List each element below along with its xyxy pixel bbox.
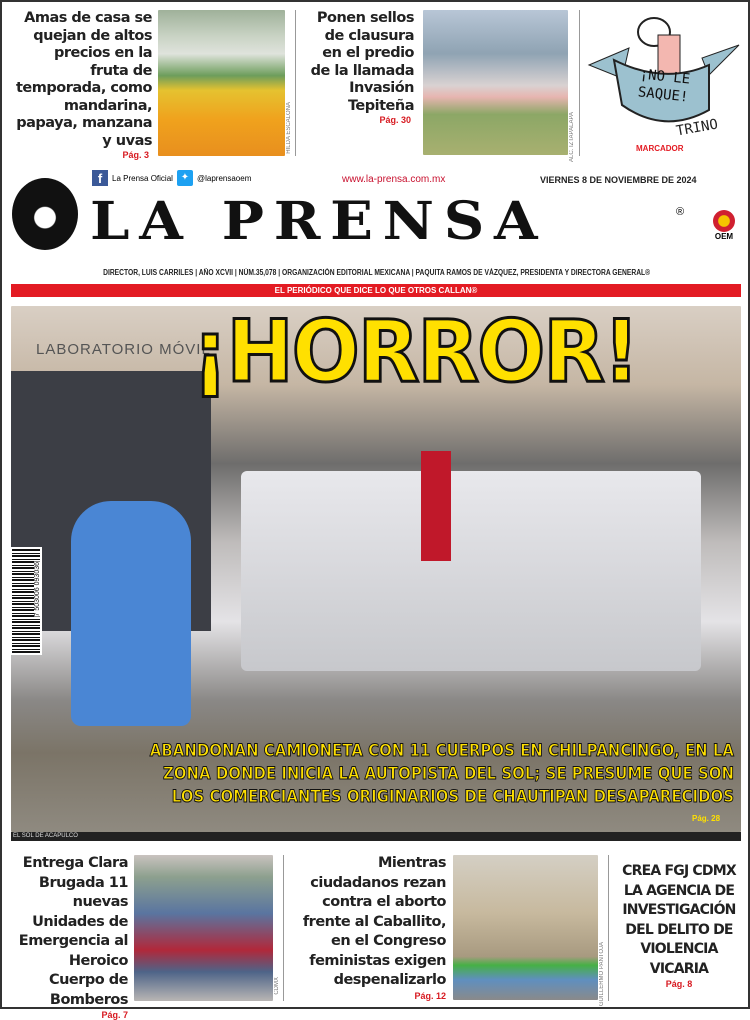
- congress-protest-photo: [453, 855, 598, 1000]
- story-headline: Amas de casa se quejan de altos precios en la fruta de temporada, como mandarina, papaya, manzana y uvas: [16, 10, 152, 149]
- bottom-story-bomberos[interactable]: [10, 854, 128, 1020]
- cartoon-marcador[interactable]: [584, 10, 746, 156]
- photo-credit: CDMX: [274, 977, 280, 995]
- issue-date: VIERNES 8 DE NOVIEMBRE DE 2024: [540, 175, 697, 185]
- sun-icon: [713, 210, 735, 232]
- page-ref: Pág. 3: [122, 150, 149, 160]
- page-ref: Pág. 8: [665, 979, 693, 989]
- cartoon-signature: TRINO: [674, 116, 720, 140]
- forensic-worker: [71, 501, 191, 726]
- facebook-handle: La Prensa Oficial: [112, 173, 173, 183]
- barcode-number: 7 503006 093036: [34, 562, 41, 617]
- fruit-stand-photo: [158, 10, 285, 156]
- story-headline: Mientras ciudadanos rezan contra el aborto frente al Caballito, en el Congreso feministas exigen despenalizarlo: [302, 855, 446, 988]
- page-ref: Pág. 7: [101, 1010, 128, 1020]
- top-story-tepitena[interactable]: [302, 10, 414, 125]
- closure-site-photo: [423, 10, 568, 155]
- photo-credit: EL SOL DE ACAPULCO: [11, 832, 741, 841]
- top-story-fruit[interactable]: [12, 10, 152, 160]
- twitter-link[interactable]: [177, 170, 251, 186]
- oem-label: OEM: [714, 232, 734, 241]
- bottom-story-fgj[interactable]: [614, 862, 744, 989]
- photo-vehicle-text: LABORATORIO MÓVIL: [36, 341, 211, 358]
- photo-credit: GUILLERMO PANTOJA: [599, 942, 605, 1007]
- page-ref: Pág. 30: [379, 115, 411, 125]
- photo-credit: ALC. IZTAPALAPA: [569, 112, 575, 163]
- page-ref: Pág. 28: [692, 814, 721, 823]
- newspaper-title: LA PRENSA: [90, 191, 548, 252]
- facebook-link[interactable]: [92, 170, 173, 186]
- oem-logo: [709, 210, 739, 241]
- photo-credit: HILDA ESCALONA: [286, 102, 292, 154]
- slogan-banner: EL PERIÓDICO QUE DICE LO QUE OTROS CALLAN®: [11, 284, 741, 297]
- facebook-icon: f: [92, 170, 108, 186]
- bottom-story-aborto[interactable]: [290, 854, 446, 1001]
- cartoon-section-label: MARCADOR: [636, 144, 684, 153]
- red-cloth: [421, 451, 451, 561]
- page-ref: Pág. 12: [414, 990, 446, 1001]
- main-headline: ¡HORROR!: [192, 302, 638, 402]
- pickup-truck: [241, 471, 701, 671]
- registered-mark: ®: [676, 206, 685, 218]
- website-link[interactable]: www.la-prensa.com.mx: [342, 174, 446, 185]
- editorial-credits: DIRECTOR, LUIS CARRILES | AÑO XCVII | NÚM.35,078 | ORGANIZACIÓN EDITORIAL MEXICANA | PAQUITA RAMOS DE VÁZQUEZ, PRESIDENTA Y DIRECTORA GENERAL®: [103, 268, 651, 277]
- editorial-credits-row: [2, 262, 750, 280]
- story-headline: Ponen sellos de clausura en el predio de la llamada Invasión Tepiteña: [310, 10, 414, 114]
- story-headline: Entrega Clara Brugada 11 nuevas Unidades de Emergencia al Heroico Cuerpo de Bomberos: [18, 855, 128, 1008]
- twitter-icon: ✦: [177, 170, 193, 186]
- firefighters-photo: [134, 855, 273, 1001]
- cartoon-speech: ¡NO LE SAQUE!: [637, 66, 691, 106]
- main-subheadline: ABANDONAN CAMIONETA CON 11 CUERPOS EN CHILPANCINGO, EN LA ZONA DONDE INICIA LA AUTOPISTA DEL SOL; SE PRESUME QUE SON LOS COMERCIANTES ORIGINARIOS DE CHAUTIPAN DESAPARECIDOS: [149, 741, 734, 807]
- twitter-handle: @laprensaoem: [197, 173, 252, 183]
- lion-logo: [12, 178, 78, 250]
- story-headline: CREA FGJ CDMX LA AGENCIA DE INVESTIGACIÓN DEL DELITO DE VIOLENCIA VICARIA: [622, 863, 736, 977]
